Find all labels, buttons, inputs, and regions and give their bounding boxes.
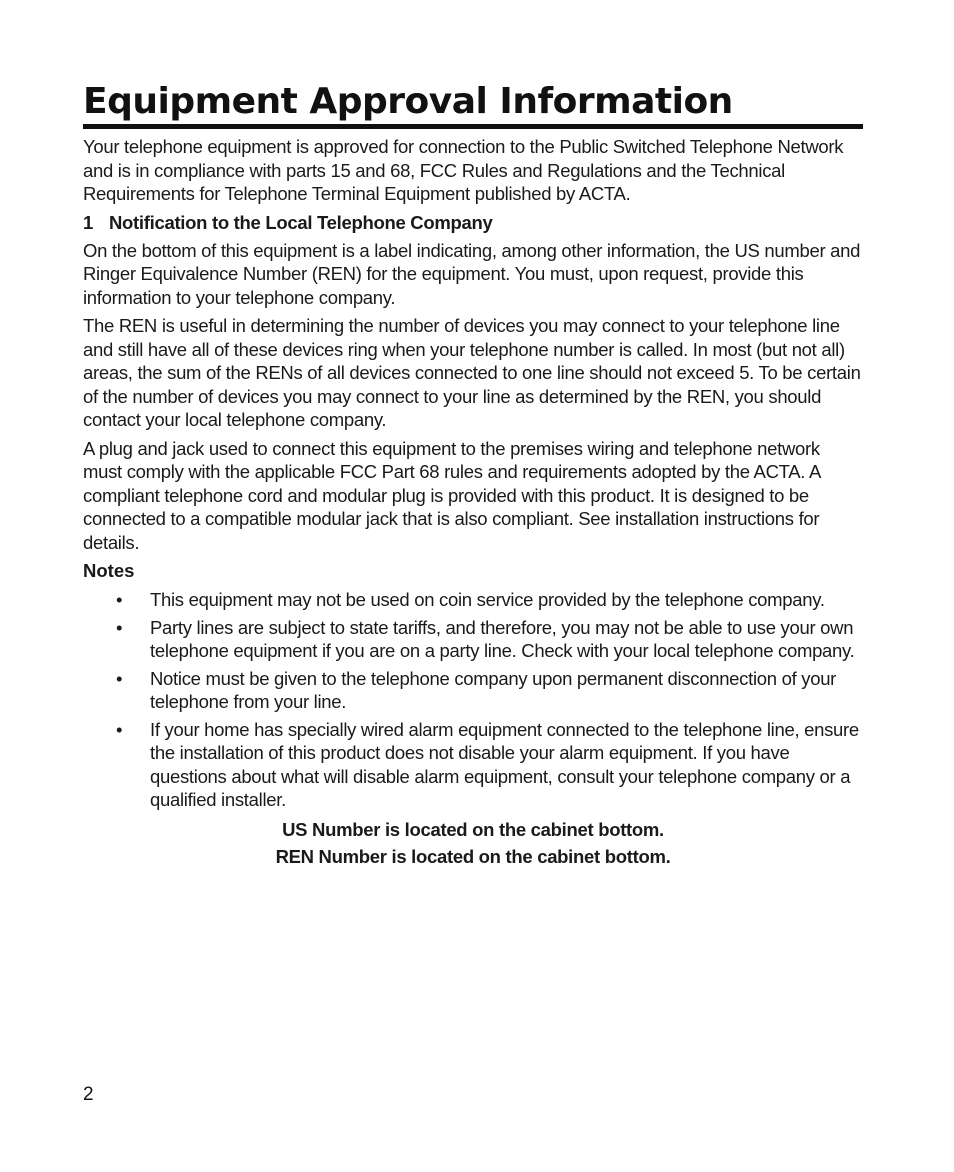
section-heading-text: Notification to the Local Telephone Company [109, 211, 493, 233]
list-item-text: If your home has specially wired alarm equipment connected to the telephone line, ensure the installation of this product does not disable your alarm equipment. If you have questions about what will disable alarm equipment, consult your telephone company or a qualified installer. [150, 718, 859, 810]
bullet-icon: • [116, 718, 123, 740]
notes-heading: Notes [83, 560, 135, 581]
bullet-icon: • [116, 616, 123, 638]
list-item [83, 588, 863, 612]
intro-paragraph: Your telephone equipment is approved for connection to the Public Switched Telephone Network and is in compliance with parts 15 and 68, FCC Rules and Regulations and the Technical Requirements for Telephone Terminal Equipment published by ACTA. [83, 136, 844, 204]
bullet-icon: • [116, 589, 123, 610]
list-item-text: Notice must be given to the telephone company upon permanent disconnection of your telephone from your line. [150, 667, 837, 712]
us-number-location: US Number is located on the cabinet bottom. [282, 818, 664, 840]
body-paragraph: A plug and jack used to connect this equipment to the premises wiring and telephone network must comply with the applicable FCC Part 68 rules and requirements adopted by the ACTA. A compliant telephone cord and modular plug is provided with this product. It is designed to be connected to a compatible modular jack that is also compliant. See installation instructions for details. [83, 437, 820, 553]
section-number: 1 [83, 211, 93, 233]
label-location-notice [83, 816, 863, 870]
list-item-text: Party lines are subject to state tariffs, and therefore, you may not be able to use your own telephone equipment if you are on a party line. Check with your local telephone company. [150, 616, 855, 661]
document-page [83, 80, 863, 870]
body-paragraph: The REN is useful in determining the number of devices you may connect to your telephone line and still have all of these devices ring when your telephone number is called. In most (but not all) areas, the sum of the RENs of all devices connected to one line should not exceed 5. To be certain of the number of devices you may connect to your line as determined by the REN, you should contact your local telephone company. [83, 315, 861, 430]
body-paragraph: On the bottom of this equipment is a label indicating, among other information, the US number and Ringer Equivalence Number (REN) for the equipment. You must, upon request, provide this information to your telephone company. [83, 239, 861, 308]
list-item [83, 667, 863, 714]
title-underline-rule [83, 124, 863, 129]
page-number: 2 [83, 1084, 94, 1105]
notes-list [83, 588, 863, 812]
section-heading [83, 211, 863, 234]
list-item [83, 718, 863, 812]
list-item [83, 616, 863, 663]
ren-number-location: REN Number is located on the cabinet bottom. [275, 845, 671, 867]
list-item-text: This equipment may not be used on coin service provided by the telephone company. [150, 589, 825, 610]
bullet-icon: • [116, 667, 123, 689]
page-title: Equipment Approval Information [83, 81, 733, 122]
